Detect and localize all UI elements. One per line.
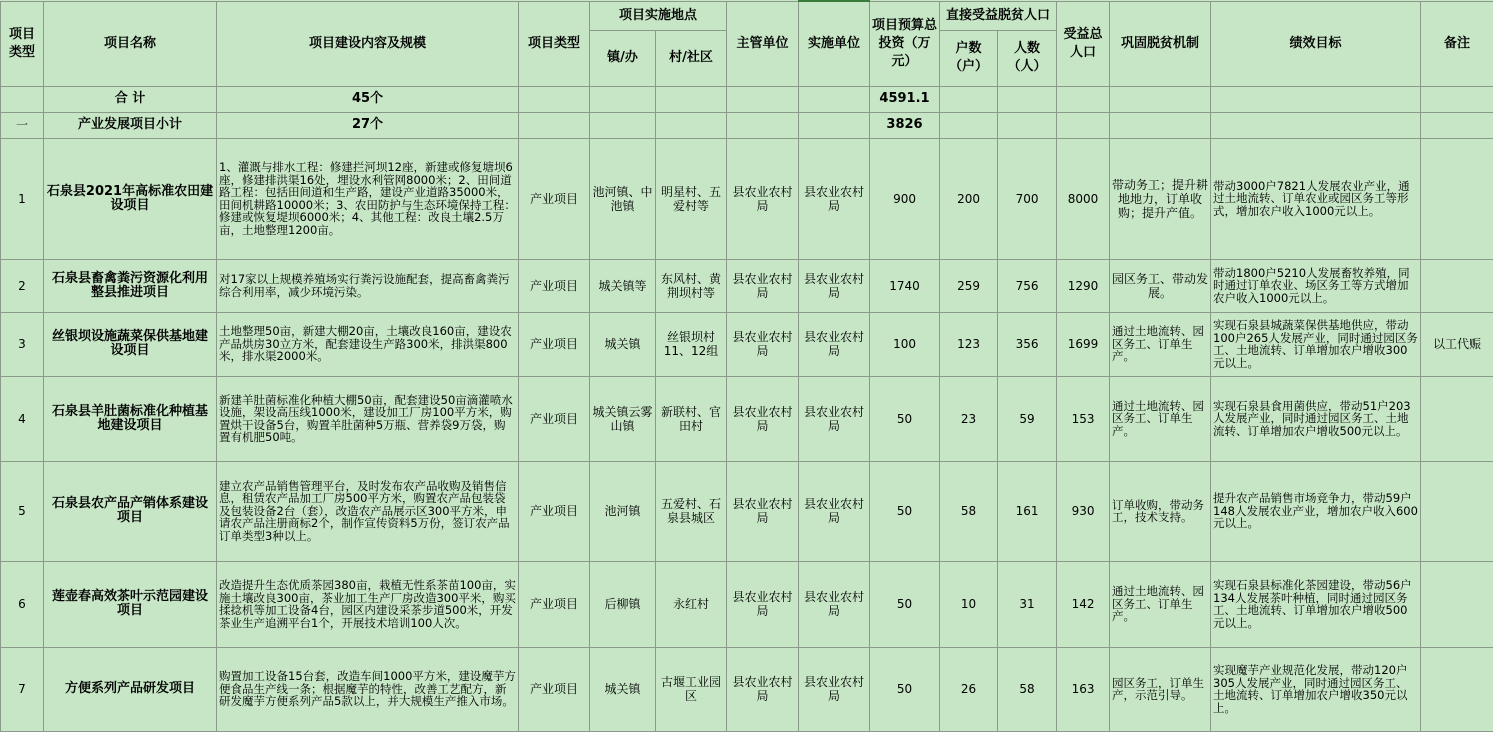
row-mechanism: 通过土地流转、园区务工、订单生产。	[1110, 376, 1211, 461]
row-mechanism: 通过土地流转、园区务工、订单生产。	[1110, 561, 1211, 647]
row-goal: 实现魔芋产业规范化发展，带动120户305人发展产业，同时通过园区务工、土地流转、订单增加农户增收350元以上。	[1211, 647, 1421, 731]
row-content: 新建羊肚菌标准化种植大棚50亩，配套建设50亩滴灌喷水设施，架设高压线1000米，建设加工厂房100平方米，购置烘干设备5台，购置羊肚菌种5万瓶、营养袋9万袋，购置有机肥50吨。	[217, 376, 519, 461]
header-people: 人数（人）	[998, 30, 1057, 86]
header-category: 项目类型	[519, 1, 590, 86]
table-row	[1, 647, 1493, 731]
row-households: 26	[940, 647, 998, 731]
header-town: 镇/办	[590, 30, 656, 86]
row-people: 31	[998, 561, 1057, 647]
header-supervisor: 主管单位	[727, 1, 799, 86]
row-total: 1699	[1057, 312, 1110, 376]
row-name: 石泉县农产品产销体系建设项目	[44, 461, 217, 561]
header-village: 村/社区	[656, 30, 727, 86]
row-category: 产业项目	[519, 312, 590, 376]
total-budget: 4591.1	[870, 86, 940, 112]
row-no: 5	[1, 461, 44, 561]
row-village: 东风村、黄荆坝村等	[656, 259, 727, 312]
row-name: 丝银坝设施蔬菜保供基地建设项目	[44, 312, 217, 376]
row-households: 259	[940, 259, 998, 312]
header-goal: 绩效目标	[1211, 1, 1421, 86]
row-village: 明星村、五爱村等	[656, 138, 727, 259]
table-row	[1, 312, 1493, 376]
row-budget: 50	[870, 561, 940, 647]
row-town: 城关镇	[590, 312, 656, 376]
header-budget: 项目预算总投资（万元）	[870, 1, 940, 86]
subtotal-row	[1, 112, 1493, 138]
row-households: 200	[940, 138, 998, 259]
row-households: 10	[940, 561, 998, 647]
table-row	[1, 461, 1493, 561]
row-category: 产业项目	[519, 647, 590, 731]
row-budget: 50	[870, 461, 940, 561]
row-name: 石泉县羊肚菌标准化种植基地建设项目	[44, 376, 217, 461]
row-supervisor: 县农业农村局	[727, 259, 799, 312]
row-mechanism: 带动务工；提升耕地地力，订单收购；提升产值。	[1110, 138, 1211, 259]
row-town: 池河镇、中池镇	[590, 138, 656, 259]
row-mechanism: 园区务工、带动发展。	[1110, 259, 1211, 312]
row-households: 123	[940, 312, 998, 376]
row-content: 建立农产品销售管理平台，及时发布农产品收购及销售信息，租赁农产品加工厂房500平方米，购置农产品包装袋及包装设备2台（套），改造农产品展示区300平方米，申请农产品注册商标2个，制作宣传资料5万份，签订农产品订单类型3种以上。	[217, 461, 519, 561]
row-people: 700	[998, 138, 1057, 259]
row-people: 756	[998, 259, 1057, 312]
row-no: 1	[1, 138, 44, 259]
row-content: 购置加工设备15台套，改造车间1000平方米，建设魔芋方便食品生产线一条；根据魔芋的特性，改善工艺配方，新研发魔芋方便系列产品5款以上，并大规模生产推入市场。	[217, 647, 519, 731]
row-goal: 实现石泉县城蔬菜保供基地供应，带动100户265人发展产业，同时通过园区务工、土地流转、订单增加农户增收300元以上。	[1211, 312, 1421, 376]
table-row	[1, 259, 1493, 312]
row-total: 930	[1057, 461, 1110, 561]
row-name: 方便系列产品研发项目	[44, 647, 217, 731]
subtotal-count: 27个	[217, 112, 519, 138]
subtotal-type: 一	[1, 112, 44, 138]
row-budget: 50	[870, 647, 940, 731]
row-note	[1421, 647, 1493, 731]
header-name: 项目名称	[44, 1, 217, 86]
header-implementer: 实施单位	[799, 1, 870, 86]
header-households: 户数（户）	[940, 30, 998, 86]
row-name: 石泉县畜禽粪污资源化利用整县推进项目	[44, 259, 217, 312]
header-direct: 直接受益脱贫人口	[940, 1, 1057, 30]
row-category: 产业项目	[519, 138, 590, 259]
row-no: 6	[1, 561, 44, 647]
row-town: 城关镇云雾山镇	[590, 376, 656, 461]
row-total: 142	[1057, 561, 1110, 647]
header-content: 项目建设内容及规模	[217, 1, 519, 86]
row-category: 产业项目	[519, 561, 590, 647]
row-budget: 1740	[870, 259, 940, 312]
row-content: 对17家以上规模养殖场实行粪污设施配套，提高畜禽粪污综合利用率，减少环境污染。	[217, 259, 519, 312]
row-category: 产业项目	[519, 461, 590, 561]
row-category: 产业项目	[519, 259, 590, 312]
row-name: 石泉县2021年高标准农田建设项目	[44, 138, 217, 259]
row-name: 莲壶春高效茶叶示范园建设项目	[44, 561, 217, 647]
header-mechanism: 巩固脱贫机制	[1110, 1, 1211, 86]
row-note	[1421, 138, 1493, 259]
row-total: 8000	[1057, 138, 1110, 259]
row-mechanism: 通过土地流转、园区务工、订单生产。	[1110, 312, 1211, 376]
row-content: 1、灌溉与排水工程：修建拦河坝12座，新建或修复塘坝6座，修建排洪渠16处，埋设水利管网8000米；2、田间道路工程：包括田间道和生产路，建设产业道路35000米，田间机耕路10000米；3、农田防护与生态环境保持工程：修建或恢复堤坝6000米；4、其他工程：改良土壤2.5万亩，土地整理1200亩。	[217, 138, 519, 259]
row-supervisor: 县农业农村局	[727, 312, 799, 376]
row-total: 1290	[1057, 259, 1110, 312]
row-category: 产业项目	[519, 376, 590, 461]
row-budget: 100	[870, 312, 940, 376]
row-people: 59	[998, 376, 1057, 461]
row-supervisor: 县农业农村局	[727, 376, 799, 461]
row-mechanism: 园区务工，订单生产，示范引导。	[1110, 647, 1211, 731]
row-note: 以工代赈	[1421, 312, 1493, 376]
row-implementer: 县农业农村局	[799, 461, 870, 561]
row-village: 古堰工业园区	[656, 647, 727, 731]
row-people: 58	[998, 647, 1057, 731]
row-people: 161	[998, 461, 1057, 561]
row-households: 58	[940, 461, 998, 561]
row-village: 丝银坝村11、12组	[656, 312, 727, 376]
row-supervisor: 县农业农村局	[727, 138, 799, 259]
total-row	[1, 86, 1493, 112]
header-type: 项目类型	[1, 1, 44, 86]
row-town: 城关镇	[590, 647, 656, 731]
row-supervisor: 县农业农村局	[727, 561, 799, 647]
row-no: 7	[1, 647, 44, 731]
row-no: 4	[1, 376, 44, 461]
header-note: 备注	[1421, 1, 1493, 86]
row-supervisor: 县农业农村局	[727, 461, 799, 561]
row-town: 城关镇等	[590, 259, 656, 312]
row-village: 新联村、官田村	[656, 376, 727, 461]
row-implementer: 县农业农村局	[799, 647, 870, 731]
row-goal: 实现石泉县食用菌供应，带动51户203人发展产业，同时通过园区务工、土地流转、订单增加农户增收500元以上。	[1211, 376, 1421, 461]
row-budget: 900	[870, 138, 940, 259]
total-label: 合 计	[44, 86, 217, 112]
row-implementer: 县农业农村局	[799, 259, 870, 312]
row-goal: 带动3000户7821人发展农业产业，通过土地流转、订单农业或园区务工等形式，增加农户收入1000元以上。	[1211, 138, 1421, 259]
row-village: 五爱村、石泉县城区	[656, 461, 727, 561]
header-total: 受益总人口	[1057, 1, 1110, 86]
subtotal-budget: 3826	[870, 112, 940, 138]
row-content: 改造提升生态优质茶园380亩，栽植无性系茶苗100亩，实施土壤改良300亩，茶业加工生产厂房改造300平米，购买揉捻机等加工设备4台，园区内建设采茶步道500米，开发茶业生产追溯平台1个，开展技术培训100人次。	[217, 561, 519, 647]
row-town: 后柳镇	[590, 561, 656, 647]
row-implementer: 县农业农村局	[799, 376, 870, 461]
row-implementer: 县农业农村局	[799, 312, 870, 376]
row-total: 163	[1057, 647, 1110, 731]
row-households: 23	[940, 376, 998, 461]
row-note	[1421, 461, 1493, 561]
row-note	[1421, 561, 1493, 647]
row-note	[1421, 376, 1493, 461]
row-goal: 带动1800户5210人发展畜牧养殖，同时通过订单农业、场区务工等方式增加农户收入1000元以上。	[1211, 259, 1421, 312]
row-town: 池河镇	[590, 461, 656, 561]
subtotal-label: 产业发展项目小计	[44, 112, 217, 138]
table-row	[1, 138, 1493, 259]
row-total: 153	[1057, 376, 1110, 461]
header-location: 项目实施地点	[590, 1, 727, 30]
table-row	[1, 561, 1493, 647]
row-content: 土地整理50亩，新建大棚20亩，土壤改良160亩，建设农产品烘房30立方米，配套建设生产路300米，排洪渠800米，排水渠2000米。	[217, 312, 519, 376]
row-no: 2	[1, 259, 44, 312]
row-implementer: 县农业农村局	[799, 138, 870, 259]
row-village: 永红村	[656, 561, 727, 647]
row-note	[1421, 259, 1493, 312]
row-no: 3	[1, 312, 44, 376]
row-budget: 50	[870, 376, 940, 461]
row-implementer: 县农业农村局	[799, 561, 870, 647]
table-row	[1, 376, 1493, 461]
row-people: 356	[998, 312, 1057, 376]
total-count: 45个	[217, 86, 519, 112]
row-supervisor: 县农业农村局	[727, 647, 799, 731]
row-goal: 提升农产品销售市场竞争力，带动59户148人发展农业产业，增加农户收入600元以上。	[1211, 461, 1421, 561]
row-mechanism: 订单收购，带动务工，技术支持。	[1110, 461, 1211, 561]
row-goal: 实现石泉县标准化茶园建设，带动56户134人发展茶叶种植，同时通过园区务工、土地流转、订单增加农户增收500元以上。	[1211, 561, 1421, 647]
